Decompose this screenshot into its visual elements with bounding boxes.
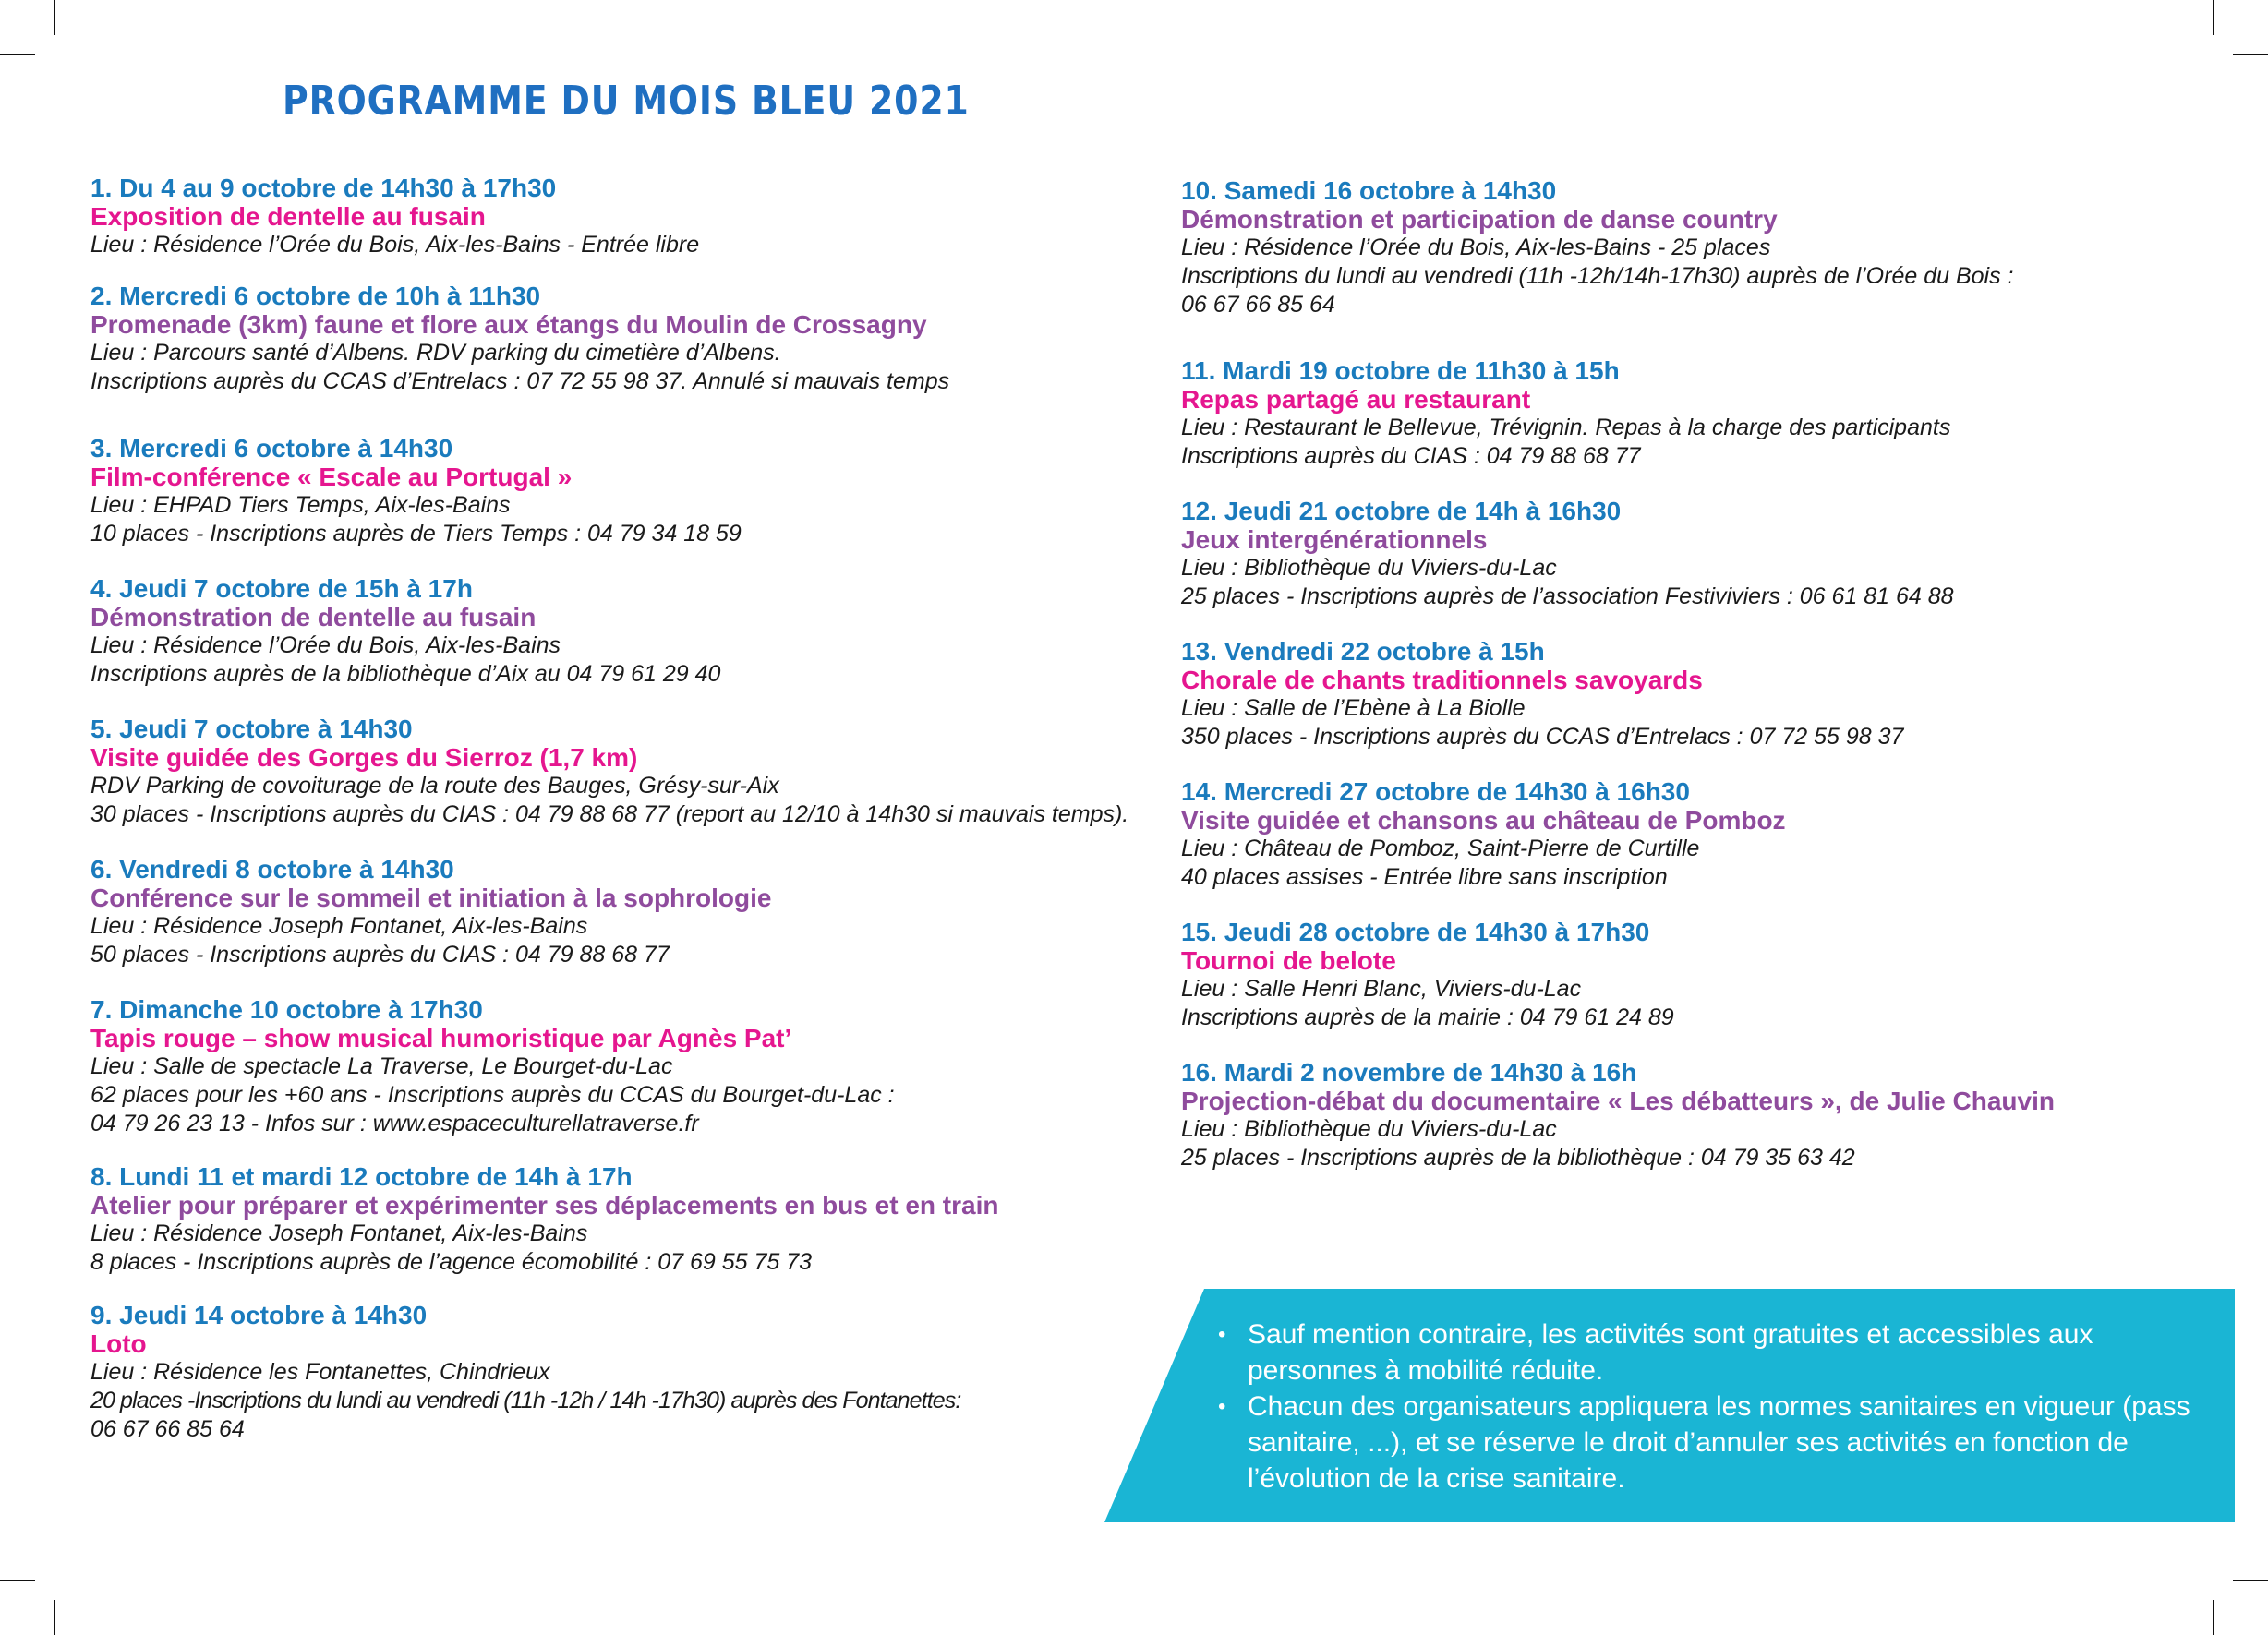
event-date: 16. Mardi 2 novembre de 14h30 à 16h <box>1181 1058 1637 1087</box>
event-item <box>90 715 1134 829</box>
event-date: 1. Du 4 au 9 octobre de 14h30 à 17h30 <box>90 174 557 202</box>
event-item <box>90 1301 1134 1444</box>
event-title: Jeux intergénérationnels <box>1181 525 1488 554</box>
event-detail: 25 places - Inscriptions auprès de l’association Festiviviers : 06 61 81 64 88 <box>1181 583 1954 609</box>
info-list <box>1218 1316 2206 1497</box>
event-detail: 25 places - Inscriptions auprès de la bibliothèque : 04 79 35 63 42 <box>1181 1145 1855 1171</box>
event-item <box>1181 176 2225 319</box>
info-item <box>1218 1389 2206 1497</box>
event-item <box>90 174 1134 259</box>
event-detail: Lieu : Restaurant le Bellevue, Trévignin. Repas à la charge des participants <box>1181 415 1951 440</box>
event-date: 8. Lundi 11 et mardi 12 octobre de 14h à 17h <box>90 1162 633 1191</box>
event-title: Conférence sur le sommeil et initiation à la sophrologie <box>90 884 772 912</box>
event-detail: 20 places -Inscriptions du lundi au vendredi (11h -12h / 14h -17h30) auprès des Fontanettes: <box>90 1388 961 1413</box>
event-title: Visite guidée et chansons au château de Pomboz <box>1181 806 1786 835</box>
page-title: PROGRAMME DU MOIS BLEU 2021 <box>283 78 970 125</box>
event-detail: Lieu : Résidence l’Orée du Bois, Aix-les-Bains - Entrée libre <box>90 232 700 258</box>
bullet-icon: • <box>1218 1394 1226 1419</box>
event-item <box>90 995 1134 1138</box>
crop-mark <box>2233 1580 2268 1581</box>
event-title: Tournoi de belote <box>1181 946 1396 975</box>
event-title: Démonstration de dentelle au fusain <box>90 603 537 631</box>
event-title: Visite guidée des Gorges du Sierroz (1,7 km) <box>90 743 638 772</box>
event-detail: Lieu : Résidence l’Orée du Bois, Aix-les-Bains - 25 places <box>1181 234 1771 260</box>
event-detail: Lieu : Salle de spectacle La Traverse, Le Bourget-du-Lac <box>90 1053 673 1079</box>
event-title: Repas partagé au restaurant <box>1181 385 1531 414</box>
event-detail: RDV Parking de covoiturage de la route des Bauges, Grésy-sur-Aix <box>90 773 779 799</box>
event-item <box>90 1162 1134 1277</box>
event-detail: 04 79 26 23 13 - Infos sur : www.espaceculturellatraverse.fr <box>90 1111 699 1136</box>
event-detail: 06 67 66 85 64 <box>90 1416 245 1442</box>
event-item <box>1181 1058 2225 1172</box>
event-detail: Lieu : Résidence Joseph Fontanet, Aix-les-Bains <box>90 913 588 939</box>
event-title: Promenade (3km) faune et flore aux étangs du Moulin de Crossagny <box>90 310 927 339</box>
event-detail: 10 places - Inscriptions auprès de Tiers Temps : 04 79 34 18 59 <box>90 521 742 547</box>
crop-mark <box>2233 54 2268 55</box>
event-item <box>90 282 1134 396</box>
event-date: 11. Mardi 19 octobre de 11h30 à 15h <box>1181 356 1620 385</box>
event-date: 10. Samedi 16 octobre à 14h30 <box>1181 176 1557 205</box>
crop-mark <box>0 1580 35 1581</box>
event-detail: Inscriptions auprès du CCAS d’Entrelacs : 07 72 55 98 37. Annulé si mauvais temps <box>90 368 950 394</box>
event-detail: Inscriptions auprès du CIAS : 04 79 88 68 77 <box>1181 443 1641 469</box>
event-detail: Inscriptions auprès de la bibliothèque d’Aix au 04 79 61 29 40 <box>90 661 721 687</box>
crop-mark <box>54 0 55 35</box>
event-item <box>90 855 1134 969</box>
event-item <box>1181 356 2225 471</box>
event-detail: Lieu : Résidence Joseph Fontanet, Aix-les-Bains <box>90 1220 588 1246</box>
event-date: 6. Vendredi 8 octobre à 14h30 <box>90 855 454 884</box>
event-item <box>1181 497 2225 611</box>
event-detail: Lieu : Bibliothèque du Viviers-du-Lac <box>1181 1116 1557 1142</box>
crop-mark <box>54 1600 55 1635</box>
event-date: 7. Dimanche 10 octobre à 17h30 <box>90 995 483 1024</box>
event-detail: 50 places - Inscriptions auprès du CIAS : 04 79 88 68 77 <box>90 942 670 968</box>
event-item <box>1181 777 2225 892</box>
event-item <box>90 434 1134 548</box>
event-detail: Lieu : Château de Pomboz, Saint-Pierre de Curtille <box>1181 836 1700 861</box>
info-text: Chacun des organisateurs appliquera les normes sanitaires en vigueur (pass sanitaire, ...), et se réserve le droit d’annuler ses activités en fonction de l’évolution de la crise sanitaire. <box>1248 1391 2190 1494</box>
event-detail: Inscriptions auprès de la mairie : 04 79 61 24 89 <box>1181 1004 1674 1030</box>
bullet-icon: • <box>1218 1322 1226 1347</box>
event-item <box>1181 637 2225 751</box>
info-item <box>1218 1316 2206 1389</box>
event-title: Chorale de chants traditionnels savoyards <box>1181 666 1703 694</box>
event-detail: Lieu : EHPAD Tiers Temps, Aix-les-Bains <box>90 492 511 518</box>
event-title: Projection-débat du documentaire « Les débatteurs », de Julie Chauvin <box>1181 1087 2055 1115</box>
event-detail: 350 places - Inscriptions auprès du CCAS d’Entrelacs : 07 72 55 98 37 <box>1181 724 1904 750</box>
event-detail: Lieu : Salle Henri Blanc, Viviers-du-Lac <box>1181 976 1582 1002</box>
event-detail: 06 67 66 85 64 <box>1181 292 1335 318</box>
event-title: Tapis rouge – show musical humoristique par Agnès Pat’ <box>90 1024 792 1052</box>
event-date: 14. Mercredi 27 octobre de 14h30 à 16h30 <box>1181 777 1690 806</box>
event-title: Exposition de dentelle au fusain <box>90 202 486 231</box>
event-detail: 40 places assises - Entrée libre sans inscription <box>1181 864 1668 890</box>
event-detail: 8 places - Inscriptions auprès de l’agence écomobilité : 07 69 55 75 73 <box>90 1249 813 1275</box>
program-column-left <box>90 174 1134 1466</box>
event-date: 13. Vendredi 22 octobre à 15h <box>1181 637 1545 666</box>
crop-mark <box>0 54 35 55</box>
crop-mark <box>2213 0 2214 35</box>
event-detail: Inscriptions du lundi au vendredi (11h -12h/14h-17h30) auprès de l’Orée du Bois : <box>1181 263 2014 289</box>
event-detail: Lieu : Salle de l’Ebène à La Biolle <box>1181 695 1526 721</box>
event-date: 2. Mercredi 6 octobre de 10h à 11h30 <box>90 282 541 310</box>
event-item <box>1181 918 2225 1032</box>
event-title: Film-conférence « Escale au Portugal » <box>90 463 573 491</box>
event-detail: 30 places - Inscriptions auprès du CIAS : 04 79 88 68 77 (report au 12/10 à 14h30 si mauvais temps). <box>90 801 1129 827</box>
event-detail: 62 places pour les +60 ans - Inscriptions auprès du CCAS du Bourget-du-Lac : <box>90 1082 895 1108</box>
crop-mark <box>2213 1600 2214 1635</box>
event-title: Loto <box>90 1329 147 1358</box>
event-date: 15. Jeudi 28 octobre de 14h30 à 17h30 <box>1181 918 1650 946</box>
event-title: Atelier pour préparer et expérimenter ses déplacements en bus et en train <box>90 1191 999 1220</box>
event-detail: Lieu : Bibliothèque du Viviers-du-Lac <box>1181 555 1557 581</box>
info-text: Sauf mention contraire, les activités sont gratuites et accessibles aux personnes à mobilité réduite. <box>1248 1319 2093 1386</box>
event-date: 5. Jeudi 7 octobre à 14h30 <box>90 715 413 743</box>
event-date: 4. Jeudi 7 octobre de 15h à 17h <box>90 574 473 603</box>
event-item <box>90 574 1134 689</box>
event-detail: Lieu : Parcours santé d’Albens. RDV parking du cimetière d’Albens. <box>90 340 781 366</box>
event-date: 3. Mercredi 6 octobre à 14h30 <box>90 434 453 463</box>
event-detail: Lieu : Résidence l’Orée du Bois, Aix-les-Bains <box>90 632 561 658</box>
event-title: Démonstration et participation de danse country <box>1181 205 1778 234</box>
event-date: 12. Jeudi 21 octobre de 14h à 16h30 <box>1181 497 1622 525</box>
event-detail: Lieu : Résidence les Fontanettes, Chindrieux <box>90 1359 550 1385</box>
program-column-right <box>1181 176 2225 1195</box>
info-box <box>1104 1289 2235 1522</box>
event-date: 9. Jeudi 14 octobre à 14h30 <box>90 1301 428 1329</box>
